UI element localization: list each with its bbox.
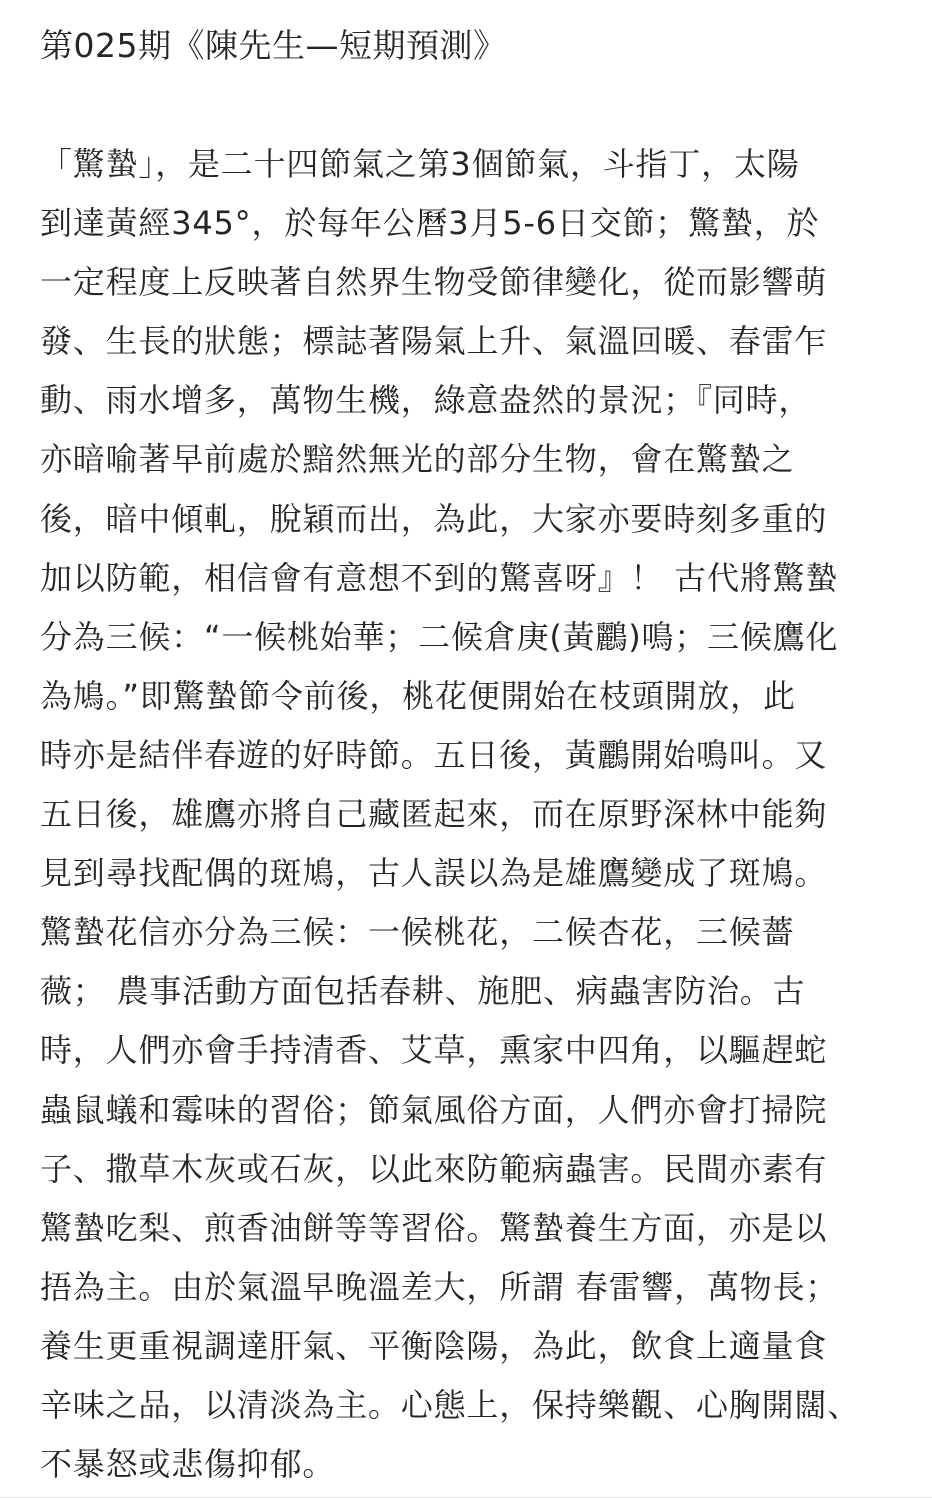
text-line: 蟲鼠蟻和霉味的習俗；節氣風俗方面，人們亦會打掃院: [40, 1090, 828, 1129]
text-line: 「驚蟄」，是二十四節氣之第3個節氣，斗指丁，太陽: [40, 145, 800, 183]
text-line: 時，人們亦會手持清香、艾草，熏家中四角，以驅趕蛇: [40, 1031, 828, 1070]
text-line: 五日後，雄鷹亦將自己藏匿起來，而在原野深林中能夠: [40, 795, 828, 834]
text-line: 加以防範，相信會有意想不到的驚喜呀』！ 古代將驚蟄: [40, 558, 839, 597]
text-line: 亦暗喻著早前處於黯然無光的部分生物，會在驚蟄之: [40, 440, 795, 479]
text-line: 發、生長的狀態；標誌著陽氣上升、氣溫回暖、春雷乍: [40, 322, 828, 361]
text-line: 動、雨水增多，萬物生機，綠意盎然的景況；『同時，: [40, 381, 812, 420]
text-line: 後，暗中傾軋，脫穎而出，為此，大家亦要時刻多重的: [40, 499, 828, 538]
text-line: 薇； 農事活動方面包括春耕、施肥、病蟲害防治。古: [40, 972, 806, 1011]
text-line: 養生更重視調達肝氣、平衡陰陽，為此，飲食上適量食: [40, 1326, 828, 1365]
text-line: 捂為主。由於氣溫早晚溫差大，所謂 春雷響，萬物長；: [40, 1267, 839, 1306]
article-body: [40, 135, 900, 1494]
article-title: 第025期《陳先生—短期預測》: [40, 26, 507, 65]
text-line: 一定程度上反映著自然界生物受節律變化，從而影響萌: [40, 263, 828, 302]
text-line: 分為三候：“一候桃始華；二候倉庚(黃鸝)鳴；三候鷹化: [40, 617, 839, 656]
text-line: 為鳩。”即驚蟄節令前後，桃花便開始在枝頭開放，此: [40, 676, 796, 715]
text-line: 驚蟄吃梨、煎香油餅等等習俗。驚蟄養生方面，亦是以: [40, 1208, 828, 1247]
text-line: 到達黃經345°，於每年公曆3月5-6日交節；驚蟄，於: [40, 204, 820, 243]
text-line: 驚蟄花信亦分為三候：一候桃花，二候杏花，三候薔: [40, 913, 795, 952]
text-line: 時亦是結伴春遊的好時節。五日後，黃鸝開始鳴叫。又: [40, 735, 828, 774]
text-line: 辛味之品，以清淡為主。心態上，保持樂觀、心胸開闊、: [40, 1385, 861, 1424]
bottom-divider: [0, 1497, 932, 1498]
text-line: 子、撒草木灰或石灰，以此來防範病蟲害。民間亦素有: [40, 1149, 828, 1188]
text-line: 不暴怒或悲傷抑郁。: [40, 1445, 336, 1484]
text-line: 見到尋找配偶的斑鳩，古人誤以為是雄鷹變成了斑鳩。: [40, 854, 828, 893]
